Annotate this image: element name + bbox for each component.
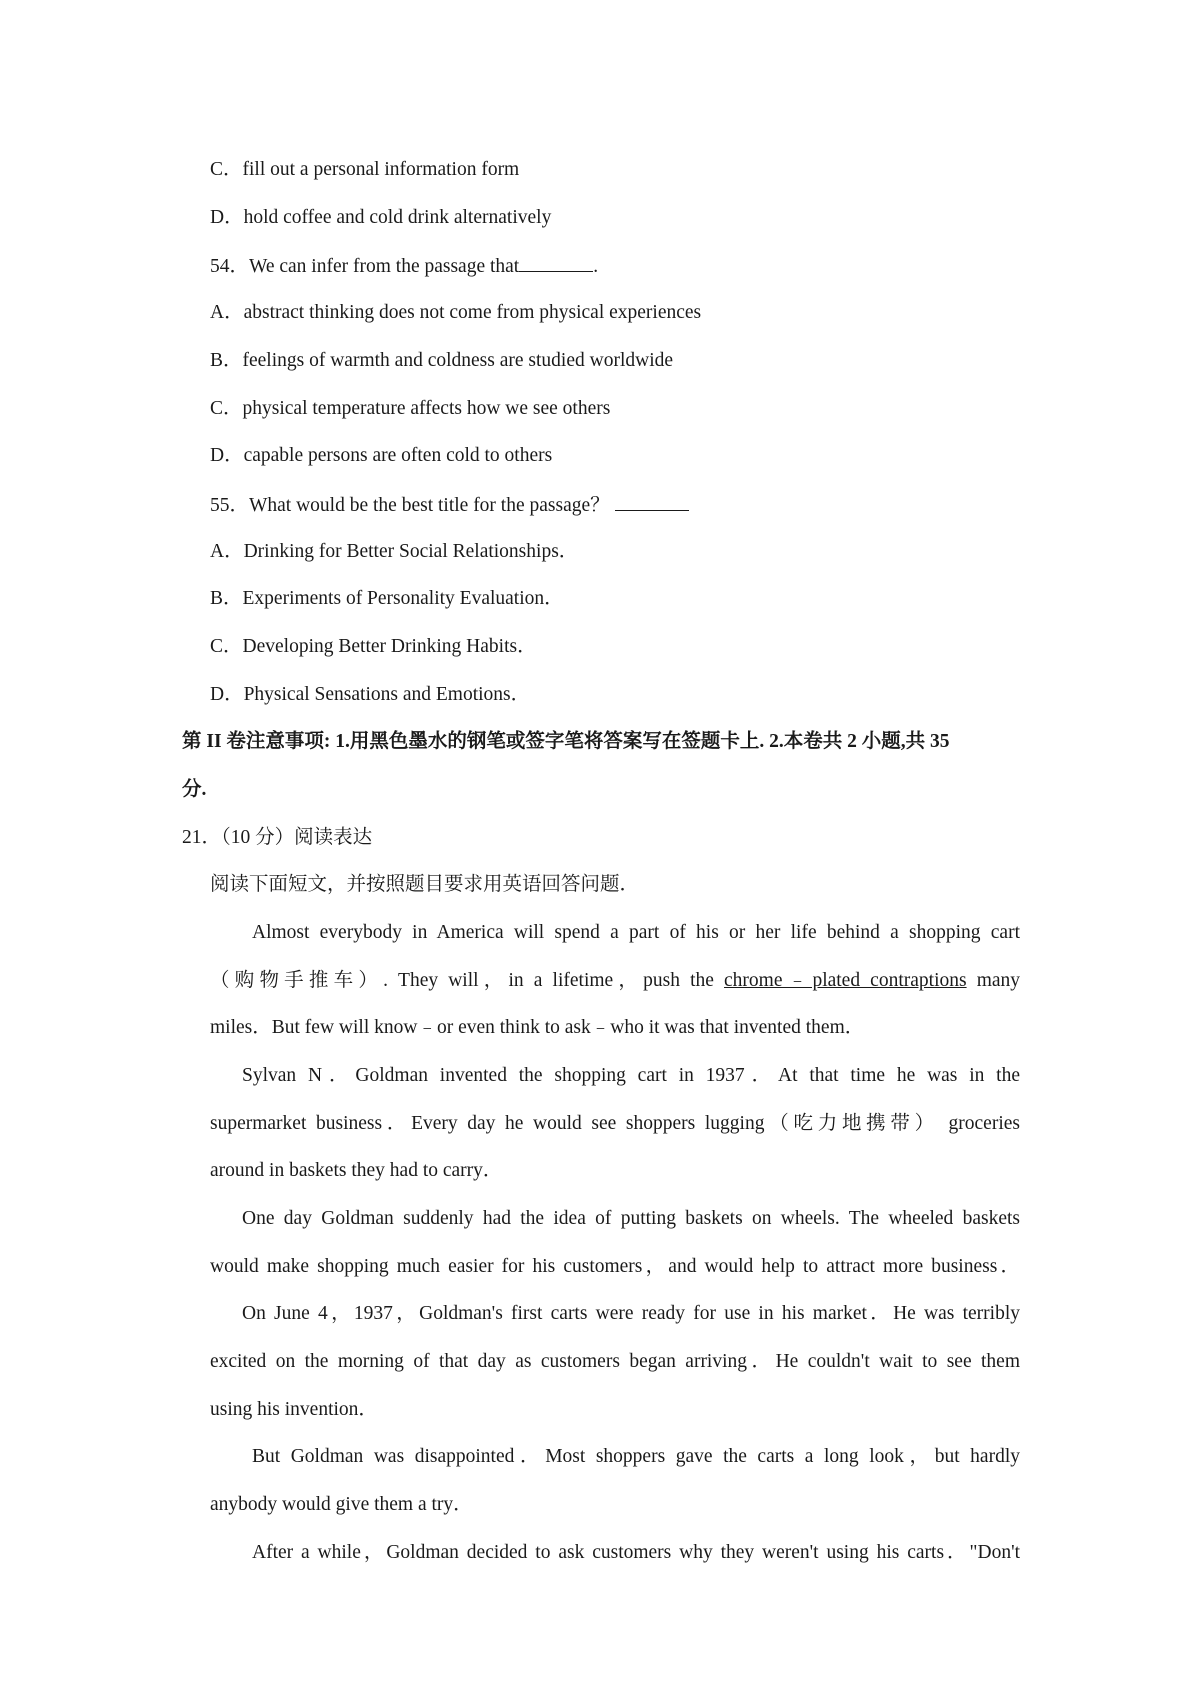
p4-line2: excited on the morning of that day as customers began arriving．He couldn't wait to see them bbox=[210, 1351, 1020, 1372]
q54-option-d: D．capable persons are often cold to others bbox=[210, 445, 553, 466]
p2-line1: Sylvan N．Goldman invented the shopping cart in 1937．At that time he was in the bbox=[242, 1065, 1020, 1086]
q53-option-d: D．hold coffee and cold drink alternatively bbox=[210, 207, 552, 228]
section-notice-line2: 分. bbox=[182, 779, 207, 800]
q54-stem-end: . bbox=[593, 256, 599, 277]
q55-stem-text: 55．What would be the best title for the passage？ bbox=[210, 495, 610, 516]
p1-line2-post: many bbox=[976, 970, 1021, 991]
p4-line3: using his invention． bbox=[210, 1399, 378, 1420]
p1-line1: Almost everybody in America will spend a part of his or her life behind a shopping cart bbox=[252, 922, 1020, 943]
q55-option-b: B．Experiments of Personality Evaluation． bbox=[210, 588, 564, 609]
q55-option-c: C．Developing Better Drinking Habits． bbox=[210, 636, 537, 657]
p4-line1: On June 4，1937，Goldman's first carts were ready for use in his market．He was terribly bbox=[242, 1303, 1020, 1324]
q55-stem bbox=[210, 492, 689, 518]
answer-blank bbox=[519, 253, 593, 272]
p2-line3: around in baskets they had to carry． bbox=[210, 1160, 503, 1181]
p5-line1: But Goldman was disappointed．Most shoppers gave the carts a long look，but hardly bbox=[252, 1446, 1020, 1467]
q54-option-b: B．feelings of warmth and coldness are studied worldwide bbox=[210, 350, 674, 371]
q21-heading: 21．（10 分）阅读表达 bbox=[182, 827, 373, 848]
q53-option-c: C．fill out a personal information form bbox=[210, 159, 520, 180]
p5-line2: anybody would give them a try． bbox=[210, 1494, 473, 1515]
q54-stem bbox=[210, 253, 598, 279]
answer-blank bbox=[615, 492, 689, 511]
underlined-phrase: chrome﹣plated contraptions bbox=[724, 970, 967, 991]
p1-line3: miles．But few will know﹣or even think to ask﹣who it was that invented them． bbox=[210, 1017, 865, 1038]
q54-option-c: C．physical temperature affects how we see others bbox=[210, 398, 611, 419]
p1-line2-pre: （购物手推车）. They will，in a lifetime，push the bbox=[210, 970, 714, 991]
p3-line1: One day Goldman suddenly had the idea of putting baskets on wheels. The wheeled baskets bbox=[242, 1208, 1020, 1229]
q21-instruction: 阅读下面短文，并按照题目要求用英语回答问题． bbox=[210, 874, 640, 895]
p2-line2: supermarket business．Every day he would see shoppers lugging（吃力地携带） groceries bbox=[210, 1113, 1020, 1134]
q54-stem-text: 54．We can infer from the passage that bbox=[210, 256, 520, 277]
section-notice-line1: 第 II 卷注意事项: 1.用黑色墨水的钢笔或签字笔将答案写在签题卡上. 2.本卷共 2 小题,共 35 bbox=[182, 731, 950, 752]
p3-line2: would make shopping much easier for his customers，and would help to attract more business． bbox=[210, 1256, 1020, 1277]
q55-option-a: A．Drinking for Better Social Relationships． bbox=[210, 541, 579, 562]
q55-option-d: D．Physical Sensations and Emotions． bbox=[210, 684, 531, 705]
p6-line1: After a while，Goldman decided to ask customers why they weren't using his carts．"Don't bbox=[252, 1542, 1020, 1563]
p1-line2 bbox=[210, 969, 1020, 993]
q54-option-a: A．abstract thinking does not come from physical experiences bbox=[210, 302, 702, 323]
